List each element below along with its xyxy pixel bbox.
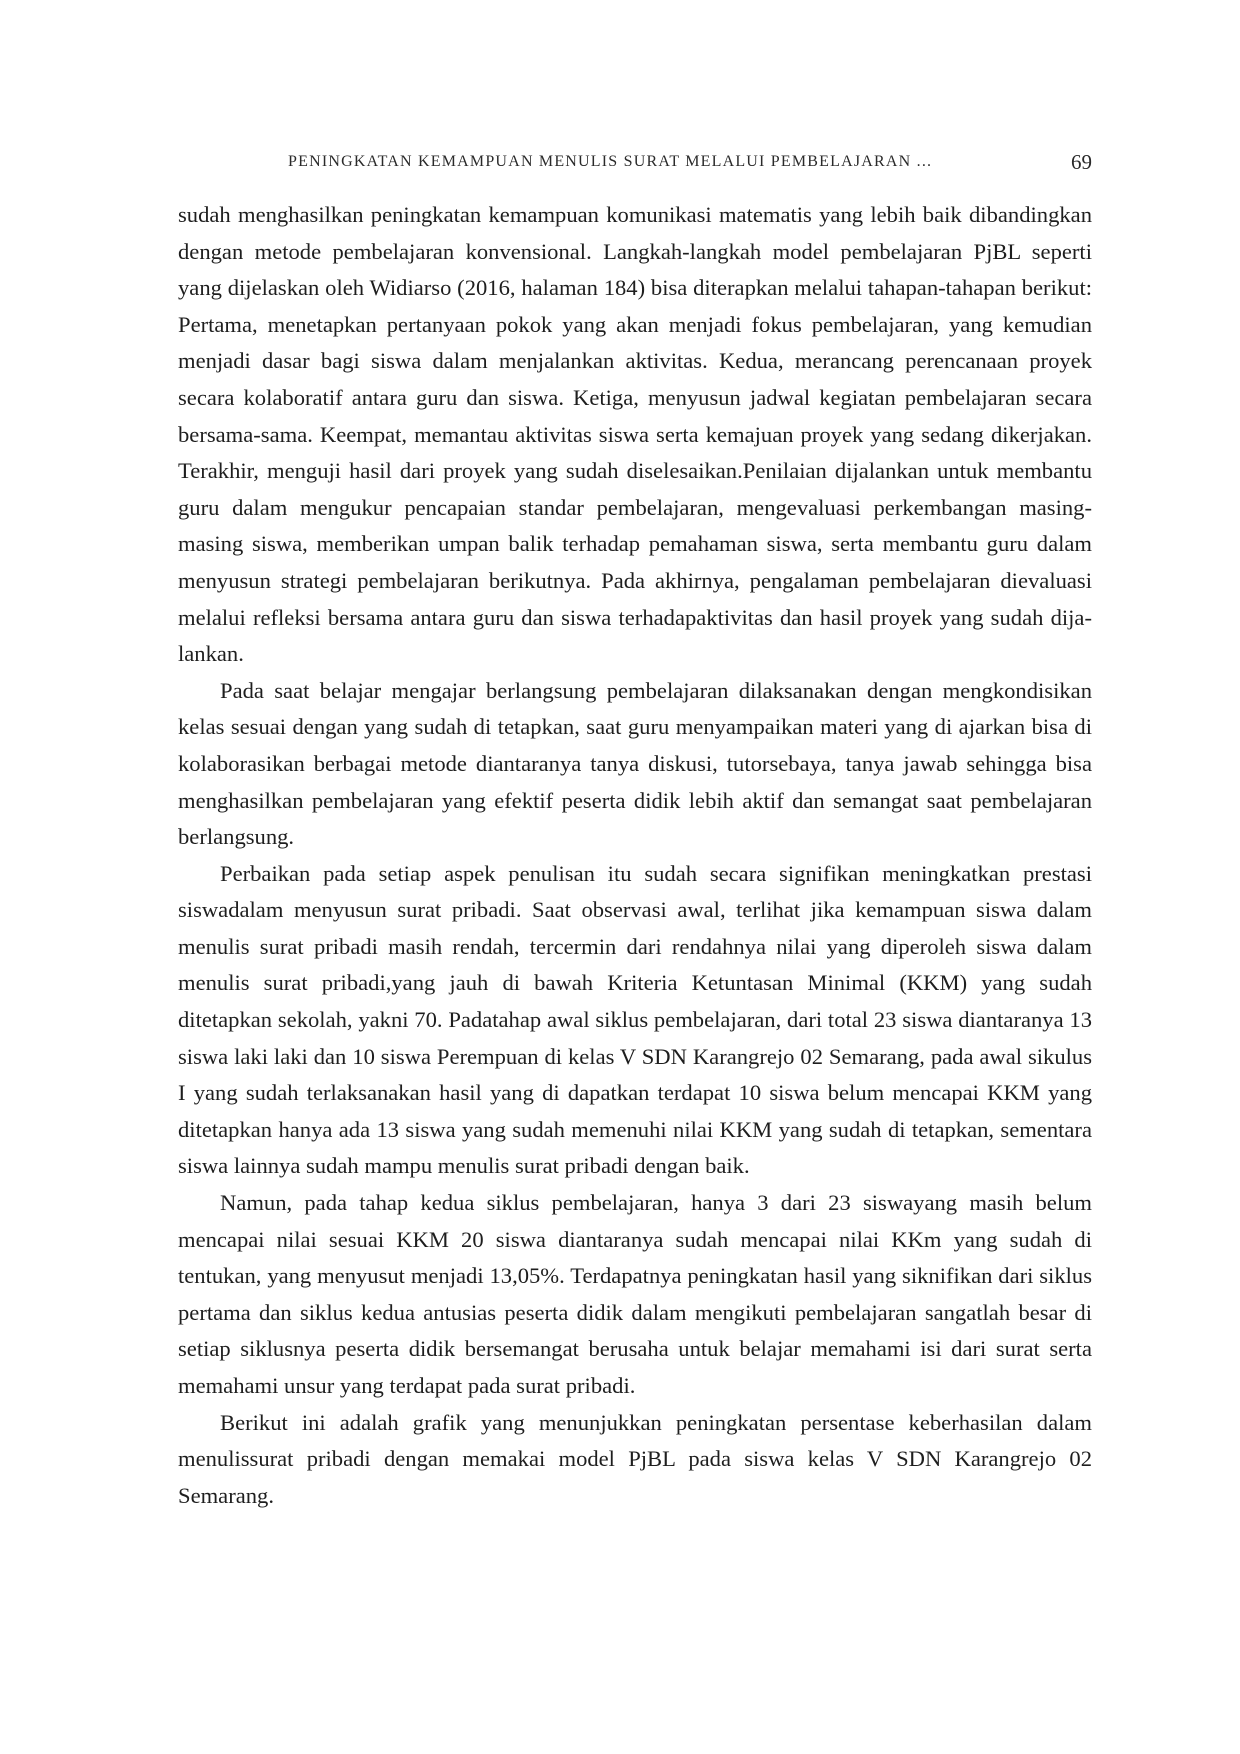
running-title: PENINGKATAN KEMAMPUAN MENULIS SURAT MELALUI PEMBELAJARAN ... bbox=[288, 153, 933, 170]
running-header bbox=[178, 150, 1092, 180]
paragraph-cycle-one-results: Perbaikan pada setiap aspek penulisan itu sudah secara signifikan meningkatkan prestasi siswadalam menyusun surat pribadi. Saat observasi awal, terlihat jika kemampuan siswa dalam menulis surat pribadi masih rendah, tercermin dari rendahnya nilai yang diperoleh siswa dalam menulis surat pribadi,yang jauh di bawah Kriteria Ketuntasan Minimal (KKM) yang sudah ditetapkan sekolah, yakni 70. Padatahap awal siklus pembelajaran, dari total 23 siswa diantaranya 13 siswa laki laki dan 10 siswa Perempuan di kelas V SDN Karangrejo 02 Semarang, pada awal sikulus I yang sudah terlaksanakan hasil yang di dapatkan terdapat 10 siswa belum mencapai KKM yang ditetapkan hanya ada 13 siswa yang sudah memenuhi nilai KKM yang sudah di tetapkan, sementara siswa lainnya sudah mampu menulis surat pribadi dengan baik. bbox=[178, 860, 1092, 1179]
paragraph-pjbl-steps: sudah menghasilkan peningkatan kemampuan komunikasi matematis yang lebih baik dibandingkan dengan metode pembelajaran konvensional. Langkah-langkah model pembelajaran PjBL seperti yang dijelaskan oleh Widiarso (2016, halaman 184) bisa diterapkan melalui tahapan-tahapan berikut: Pertama, menetapkan pertanyaan pokok yang akan menjadi fokus pembelajaran, yang kemudian menjadi dasar bagi siswa dalam menjalankan aktivitas. Kedua, merancang perencanaan proyek secara kolaboratif antara guru dan siswa. Ketiga, menyusun jadwal kegiatan pembelajaran secara bersama-sama. Keempat, memantau aktivitas siswa serta kemajuan proyek yang sedang dikerjakan. Terakhir, menguji hasil dari proyek yang sudah diselesaikan.Penilaian dijalankan untuk membantu guru dalam mengukur pencapaian standar pembelajaran, mengevaluasi perkembangan masing-masing siswa, memberikan umpan balik terhadap pemahaman siswa, serta membantu guru dalam menyusun strategi pembelajaran berikutnya. Pada akhirnya, pengalaman pembelajaran dievaluasi melalui refleksi bersama antara guru dan siswa terhadapaktivitas dan hasil proyek yang sudah dijalankan. bbox=[178, 202, 1092, 667]
paragraph-classroom-learning: Pada saat belajar mengajar berlangsung pembelajaran dilaksanakan dengan mengkondisikan kelas sesuai dengan yang sudah di tetapkan, saat guru menyampaikan materi yang di ajarkan bisa di kolaborasikan berbagai metode diantaranya tanya diskusi, tutorsebaya, tanya jawab sehingga bisa menghasilkan pembelajaran yang efektif peserta didik lebih aktif dan semangat saat pembelajaran berlangsung. bbox=[178, 677, 1092, 850]
body-text bbox=[178, 197, 1092, 1514]
page-number: 69 bbox=[1071, 150, 1092, 174]
paragraph-cycle-two-results: Namun, pada tahap kedua siklus pembelajaran, hanya 3 dari 23 siswayang masih belum mencapai nilai sesuai KKM 20 siswa diantaranya sudah mencapai nilai KKm yang sudah di tentukan, yang menyusut menjadi 13,05%. Terdapatnya peningkatan hasil yang siknifikan dari siklus pertama dan siklus kedua antusias peserta didik dalam mengikuti pembelajaran sangatlah besar di setiap siklusnya peserta didik bersemangat berusaha untuk belajar memahami isi dari surat serta memahami unsur yang terdapat pada surat pribadi. bbox=[178, 1190, 1092, 1398]
paragraph-chart-intro: Berikut ini adalah grafik yang menunjukkan peningkatan persentase keberhasilan dalam menulissurat pribadi dengan memakai model PjBL pada siswa kelas V SDN Karangrejo 02 Semarang. bbox=[178, 1409, 1092, 1508]
